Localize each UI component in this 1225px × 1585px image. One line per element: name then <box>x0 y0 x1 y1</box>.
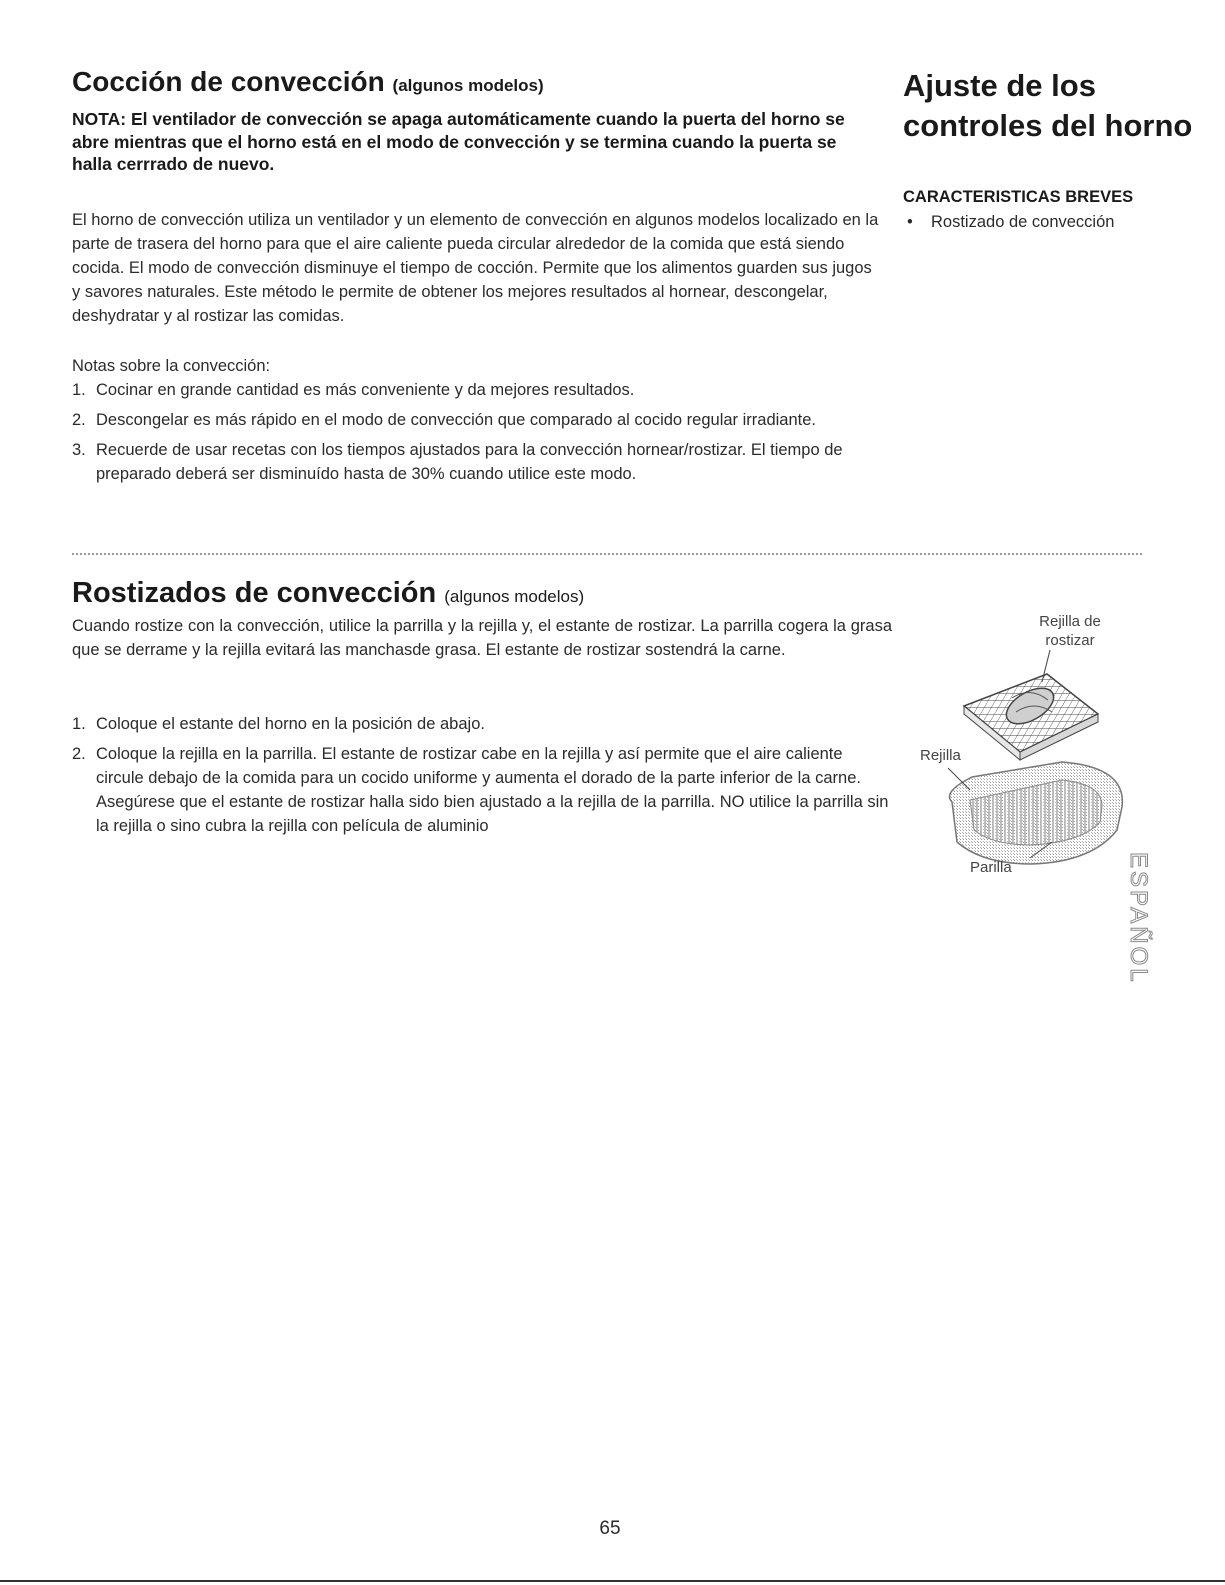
list-item <box>72 438 872 486</box>
label-grid: Rejilla <box>920 747 961 764</box>
page-number: 65 <box>599 1518 621 1539</box>
convection-notes-list <box>72 378 872 492</box>
roasting-description: Cuando rostize con la convección, utilice la parrilla y la rejilla y, el estante de rostizar. La parrilla cogera la grasa que se derrame y la rejilla evitará las manchasde grasa. El estante de rostizar sostendrá la carne. <box>72 617 892 659</box>
language-tab <box>1116 852 1156 985</box>
sidebar-features-list <box>903 210 1203 234</box>
list-item <box>903 210 1203 234</box>
list-item <box>72 712 892 736</box>
list-item-text: Recuerde de usar recetas con los tiempos ajustados para la convección hornear/rostizar. El tiempo de preparado deberá ser disminuído hasta de 30% cuando utilice este modo. <box>96 441 843 483</box>
roasting-steps-list <box>72 712 892 844</box>
list-item-number: 3. <box>72 441 86 459</box>
label-broiler-pan: Parilla <box>970 859 1012 876</box>
list-item-number: 1. <box>72 715 86 733</box>
list-item-text: Rostizado de convección <box>931 213 1115 231</box>
broiler-pan-illustration <box>912 602 1142 892</box>
list-item-number: 2. <box>72 745 86 763</box>
sidebar-subtitle: CARACTERISTICAS BREVES <box>903 188 1134 206</box>
convection-note: NOTA: El ventilador de convección se apaga automáticamente cuando la puerta del horno se abre mientras que el horno está en el modo de convección y se termina cuando la puerta se halla cerrrado de nuevo. <box>72 109 845 174</box>
bottom-rule <box>0 1580 1225 1582</box>
list-item-number: 2. <box>72 411 86 429</box>
list-item <box>72 408 872 432</box>
section-title-subtitle: (algunos modelos) <box>444 587 585 606</box>
section-title-subtitle: (algunos modelos) <box>392 76 544 95</box>
section-title-text: Cocción de convección <box>72 66 385 97</box>
list-item-text: Coloque el estante del horno en la posición de abajo. <box>96 715 485 733</box>
sidebar-title: Ajuste de los controles del horno <box>903 68 1193 143</box>
label-roasting-rack: Rejilla de rostizar <box>1039 613 1101 649</box>
list-item-text: Coloque la rejilla en la parrilla. El estante de rostizar cabe en la rejilla y así permite que el aire caliente circule debajo de la comida para un cocido uniforme y aumenta el dorado de la parte inferior de la carne. Asegúrese que el estante de rostizar halla sido bien ajustado a la rejilla de la parrilla. NO utilice la parrilla sin la rejilla o sino cubra la rejilla con película de aluminio <box>96 745 889 835</box>
list-item <box>72 378 872 402</box>
section-divider <box>72 553 1142 555</box>
convection-description: El horno de convección utiliza un ventilador y un elemento de convección en algunos modelos localizado en la parte de trasera del horno para que el aire caliente pueda circular alrededor de la comida que está siendo cocida. El modo de convección disminuye el tiempo de cocción. Permite que los alimentos guarden sus jugos y savores naturales. Este método le permite de obtener los mejores resultados al hornear, descongelar, deshydratar y al rostizar las comidas. <box>72 211 879 325</box>
section-title-coccion <box>72 64 892 104</box>
section-title-text: Rostizados de convección <box>72 577 437 609</box>
list-item-text: Cocinar en grande cantidad es más conveniente y da mejores resultados. <box>96 381 635 399</box>
notes-intro: Notas sobre la convección: <box>72 357 271 375</box>
section-title-rostizados <box>72 574 892 616</box>
list-item-text: Descongelar es más rápido en el modo de convección que comparado al cocido regular irradiante. <box>96 411 816 429</box>
bullet-icon: • <box>907 213 913 231</box>
language-tab-text: ESPAÑOL <box>1125 852 1152 985</box>
list-item <box>72 742 892 838</box>
list-item-number: 1. <box>72 381 86 399</box>
